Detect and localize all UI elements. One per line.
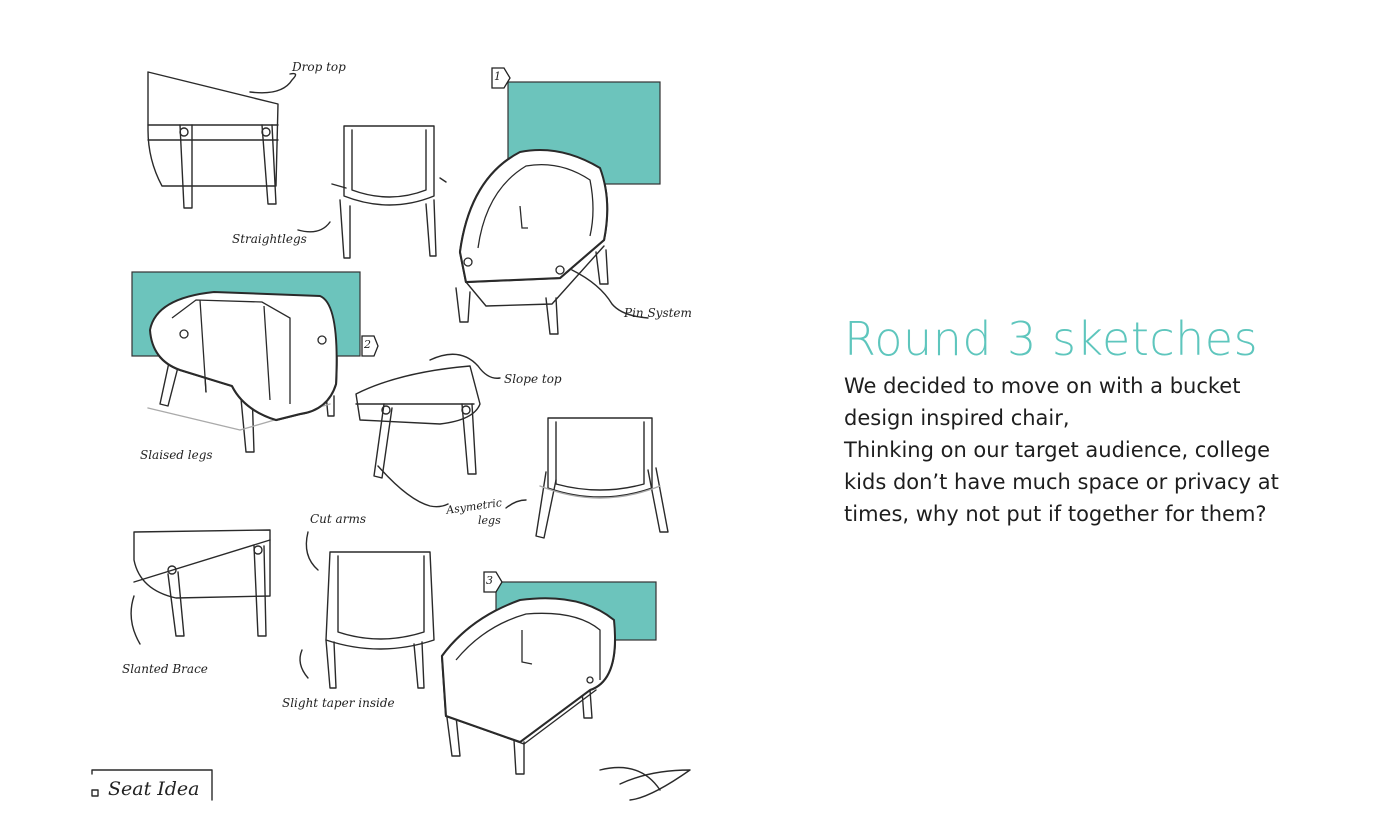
label-straight-legs: Straightlegs	[232, 232, 307, 246]
description-line: design inspired chair,	[844, 406, 1070, 430]
description-line: kids don’t have much space or privacy at	[844, 470, 1279, 494]
badge-2-label: 2	[364, 338, 371, 351]
label-cut-arms: Cut arms	[310, 512, 366, 526]
bucket-3-overlay	[442, 598, 615, 742]
description-line: We decided to move on with a bucket	[844, 374, 1241, 398]
label-pin-system: Pin System	[624, 306, 692, 320]
page-title: Round 3 sketches	[844, 312, 1259, 366]
label-splayed-legs: Slaised legs	[140, 448, 213, 462]
label-asymmetric-2: legs	[478, 514, 501, 527]
sketch-straight-legs	[298, 126, 446, 258]
description-line: Thinking on our target audience, college	[844, 438, 1271, 462]
label-slope-top: Slope top	[504, 372, 562, 386]
badge-1-label: 1	[494, 70, 501, 83]
label-asymmetric-1: Asymetric	[445, 496, 503, 517]
bucket-2-overlay	[150, 292, 337, 420]
signature-mark	[600, 768, 690, 801]
label-drop-top: Drop top	[292, 60, 346, 74]
label-slight-taper: Slight taper inside	[282, 696, 395, 710]
sketch-cut-arms	[300, 532, 434, 688]
label-slanted-brace: Slanted Brace	[122, 662, 208, 676]
label-seat-idea: Seat Idea	[108, 778, 200, 800]
description-panel	[844, 312, 1364, 530]
sketch-drop-top	[148, 72, 296, 208]
seat-idea-bullet	[92, 790, 98, 796]
badge-3-label: 3	[486, 574, 493, 587]
sketch-slanted-brace	[131, 530, 270, 644]
sketch-slope-top	[356, 354, 500, 506]
description-text	[844, 370, 1364, 530]
sketch-asymmetric-legs	[506, 418, 668, 538]
description-line: times, why not put if together for them?	[844, 502, 1267, 526]
bucket-1-overlay	[460, 150, 607, 282]
